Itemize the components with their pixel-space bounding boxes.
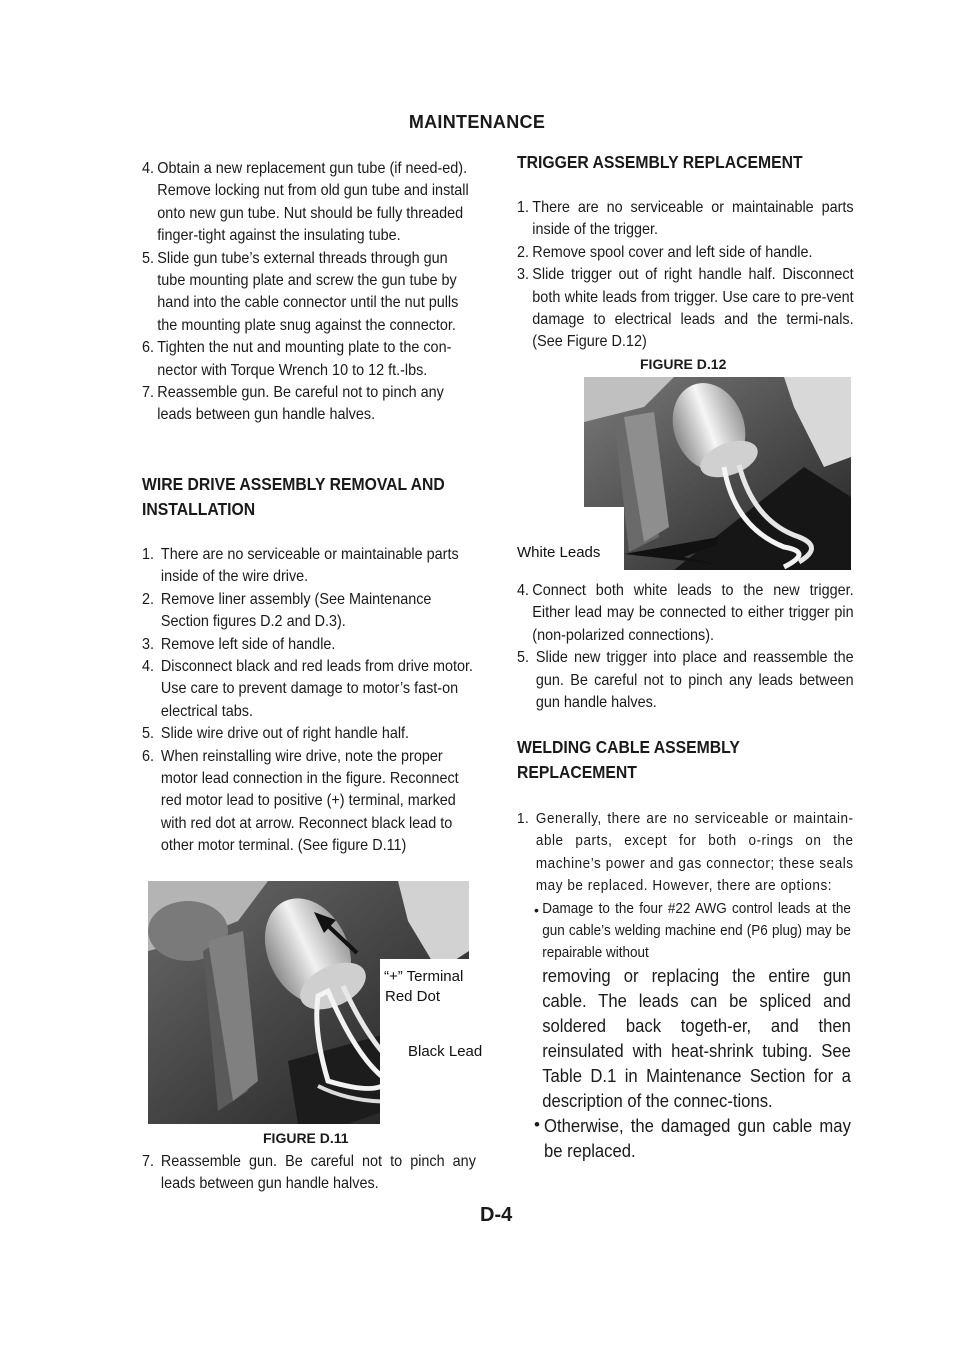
wire-drive-steps — [142, 544, 476, 858]
trigger-photo-illustration — [584, 377, 851, 570]
bullet-marker: • — [534, 901, 539, 918]
list-item: 5. Slide wire drive out of right handle half. — [142, 725, 410, 743]
trigger-steps-block — [517, 197, 854, 354]
bullet-2-text: Otherwise, the damaged gun cable may be replaced. — [544, 1114, 851, 1161]
list-item: 1. There are no serviceable or maintainable parts inside of the wire drive. — [142, 546, 459, 586]
welding-steps — [517, 808, 854, 898]
figure-d12-caption: FIGURE D.12 — [640, 356, 727, 372]
bullet-1-small-text: Damage to the four #22 AWG control leads at the gun cable’s welding machine end (P6 plug) may be repairable without — [542, 899, 851, 962]
bullet-marker: • — [534, 1114, 540, 1134]
final-step-block — [142, 1151, 476, 1196]
list-item: 6. Tighten the nut and mounting plate to the con-nector with Torque Wrench 10 to 12 ft.-lbs. — [142, 339, 452, 379]
list-item: 1. Generally, there are no serviceable or maintain-able parts, except for both o-rings on the machine’s power and gas connector; these seals may be replaced. However, there are options: — [517, 810, 854, 895]
section-title: MAINTENANCE — [408, 112, 546, 132]
final-steps — [142, 1151, 476, 1196]
gun-tube-steps-block — [142, 158, 476, 427]
list-item: 4. Connect both white leads to the new trigger. Either lead may be connected to either trigger pin (non-polarized connections). — [517, 582, 854, 644]
bullet-1-large-text: removing or replacing the entire gun cable. The leads can be spliced and soldered back togeth-er, and then reinsulated with heat-shrink tubing. See Table D.1 in Maintenance Section for a description of the connec-tions. — [542, 964, 851, 1111]
list-item: 4. Disconnect black and red leads from drive motor. Use care to prevent damage to motor’s fast-on electrical tabs. — [142, 658, 474, 720]
welding-cable-heading: WELDING CABLE ASSEMBLY REPLACEMENT — [517, 737, 740, 782]
list-item: 3. Remove left side of handle. — [142, 635, 336, 653]
list-item: 1. There are no serviceable or maintainable parts inside of the trigger. — [517, 199, 854, 239]
wire-drive-steps-block — [142, 544, 476, 858]
page-number: D-4 — [480, 1204, 513, 1226]
list-item: 6. When reinstalling wire drive, note the proper motor lead connection in the figure. Reconnect red motor lead to positive (+) terminal, marked with red dot at arrow. Reconnect black lead to other motor terminal. (See figure D.11) — [142, 747, 459, 855]
figure-d12-photo — [584, 377, 851, 570]
list-item: 7. Reassemble gun. Be careful not to pinch any leads between gun handle halves. — [142, 384, 444, 424]
list-item: 2. Remove spool cover and left side of handle. — [517, 243, 813, 261]
gun-tube-steps — [142, 158, 476, 427]
list-item: 4. Obtain a new replacement gun tube (if need-ed). Remove locking nut from old gun tube and install onto new gun tube. Nut should be fully threaded finger-tight against the insulating tube. — [142, 160, 469, 245]
list-item: 5. Slide gun tube’s external threads through gun tube mounting plate and screw the gun tube by hand into the cable connector until the nut pulls the mounting plate snug against the connector. — [142, 249, 459, 334]
list-item: 3. Slide trigger out of right handle half. Disconnect both white leads from trigger. Use care to pre-vent damage to electrical leads and the termi-nals. (See Figure D.12) — [517, 266, 854, 351]
white-leads-callout: White Leads — [517, 544, 601, 561]
trigger-steps-2-block — [517, 580, 854, 714]
list-item: 2. Remove liner assembly (See Maintenance Section figures D.2 and D.3). — [142, 590, 432, 631]
terminal-callout-line2: Red Dot — [385, 988, 441, 1005]
figure-d11-caption: FIGURE D.11 — [263, 1130, 349, 1146]
black-lead-callout: Black Lead — [408, 1043, 483, 1060]
trigger-steps — [517, 197, 854, 354]
welding-steps-block — [517, 808, 854, 1163]
terminal-callout-line1: “+” Terminal — [384, 968, 464, 985]
list-item: 5. Slide new trigger into place and reassemble the gun. Be careful not to pinch any leads between gun handle halves. — [517, 649, 854, 712]
trigger-heading: TRIGGER ASSEMBLY REPLACEMENT — [517, 152, 803, 172]
list-item: 7. Reassemble gun. Be careful not to pinch any leads between gun handle halves. — [142, 1153, 476, 1193]
wire-drive-heading: WIRE DRIVE ASSEMBLY REMOVAL AND INSTALLATION — [142, 474, 445, 519]
welding-bullet-2 — [517, 1113, 853, 1163]
welding-bullet-1 — [517, 898, 853, 1113]
trigger-steps-2 — [517, 580, 854, 714]
